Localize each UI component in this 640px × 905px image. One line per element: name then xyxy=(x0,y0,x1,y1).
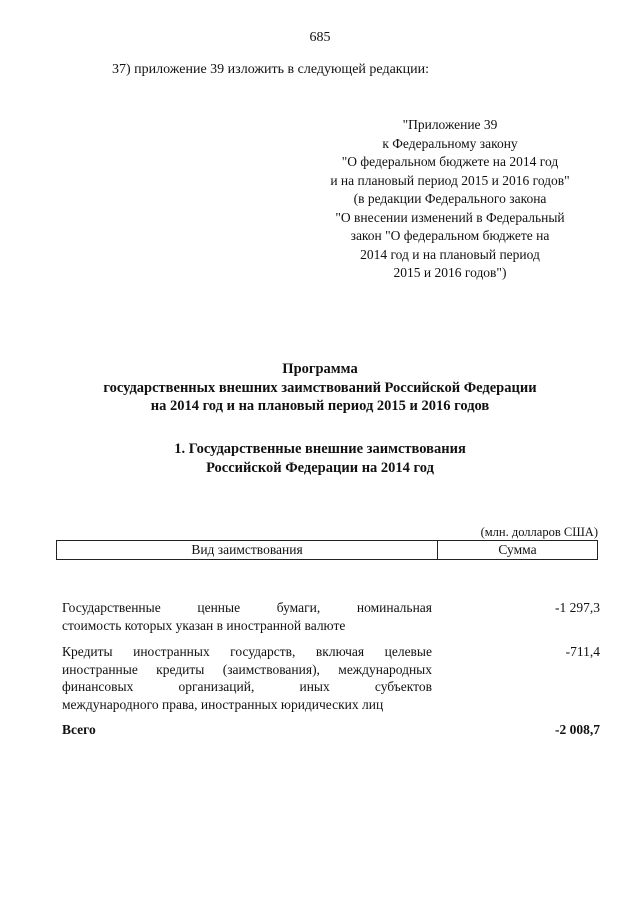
row-description-line: Государственные ценные бумаги, номинальная xyxy=(62,600,432,615)
appendix-line: закон "О федеральном бюджете на xyxy=(350,228,550,243)
appendix-line: "Приложение 39 xyxy=(402,117,498,132)
row-description-line: иностранные кредиты (заимствования), международных xyxy=(62,661,432,677)
table-row xyxy=(62,643,600,713)
total-label: Всего xyxy=(62,722,96,737)
table-row xyxy=(62,599,600,634)
title-line: Программа xyxy=(282,361,358,377)
section-heading xyxy=(40,440,600,477)
units-note: (млн. долларов США) xyxy=(480,525,598,539)
appendix-line: к Федеральному закону xyxy=(382,135,518,151)
intro-paragraph: 37) приложение 39 изложить в следующей редакции: xyxy=(112,62,429,77)
appendix-line: (в редакции Федерального закона xyxy=(353,191,547,206)
title-line: государственных внешних заимствований Российской Федерации xyxy=(103,379,537,396)
row-value: -711,4 xyxy=(565,644,600,659)
total-value: -2 008,7 xyxy=(555,722,600,737)
appendix-line: "О федеральном бюджете на 2014 год xyxy=(341,154,559,169)
appendix-reference xyxy=(300,116,600,283)
title-line: на 2014 год и на плановый период 2015 и 2016 годов xyxy=(150,398,490,414)
column-header-type: Вид заимствования xyxy=(57,541,438,560)
appendix-line: "О внесении изменений в Федеральный xyxy=(335,209,565,225)
page-number: 685 xyxy=(309,30,331,45)
section-line: Российской Федерации на 2014 год xyxy=(206,459,434,476)
row-description-line: финансовых организаций, иных субъектов xyxy=(62,679,432,694)
program-title xyxy=(40,360,600,416)
row-description-line: стоимость которых указан в иностранной валюте xyxy=(62,617,346,633)
column-header-sum: Сумма xyxy=(438,541,598,560)
appendix-line: и на плановый период 2015 и 2016 годов" xyxy=(330,172,570,188)
row-value: -1 297,3 xyxy=(555,600,600,615)
row-description-line: международного права, иностранных юридических лиц xyxy=(62,696,384,712)
table-header xyxy=(56,540,598,560)
appendix-line: 2014 год и на плановый период xyxy=(360,246,540,262)
total-row xyxy=(62,721,600,739)
section-line: 1. Государственные внешние заимствования xyxy=(174,441,466,457)
row-description-line: Кредиты иностранных государств, включая целевые xyxy=(62,644,432,659)
appendix-line: 2015 и 2016 годов") xyxy=(393,265,507,280)
